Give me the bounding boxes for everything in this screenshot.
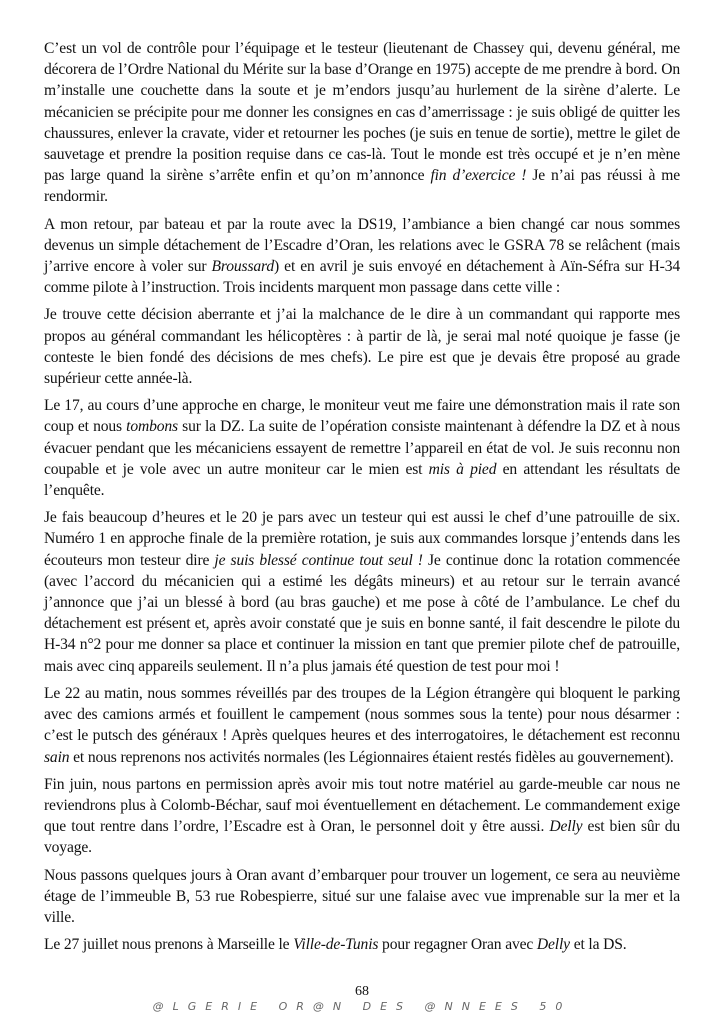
italic-text-run: sain	[44, 748, 70, 766]
text-run: Je n’ai pas réussi à me rendormir.	[44, 167, 680, 206]
paragraph	[44, 214, 680, 299]
text-run: est bien sûr du voyage.	[44, 818, 680, 857]
body-text	[44, 38, 680, 955]
text-run: Le 22 au matin, nous sommes réveillés par des troupes de la Légion étrangère qui bloquent le parking avec des camions armés et fouillent le campement (nous sommes sous la tente) pour nous désarmer : c’est le putsch des généraux ! Après quelques heures et des interrogatoires, le détachement est reconnu	[44, 684, 680, 745]
text-run: C’est un vol de contrôle pour l’équipage et le testeur (lieutenant de Chassey qui, devenu général, me décorera de l’Ordre National du Mérite sur la base d’Orange en 1975) accepte de me prendre à bord. On m’installe une couchette dans la soute et je m’endors jusqu’au hurlement de la sirène d’alerte. Le mécanicien se précipite pour me donner les consignes en cas d’amerrissage : je suis obligé de quitter les chaussures, enlever la cravate, vider et retourner les poches (je suis en tenue de sortie), mettre le gilet de sauvetage et prendre la position requise dans ce cas-là. Tout le monde est très occupé et je n’en mène pas large quand la sirène s’arrête enfin et qu’on m’annonce	[44, 40, 680, 185]
italic-text-run: Broussard	[211, 258, 275, 276]
italic-text-run: mis à pied	[428, 460, 497, 478]
text-run: Nous passons quelques jours à Oran avant d’embarquer pour trouver un logement, ce sera au neuvième étage de l’immeuble B, 53 rue Robespierre, situé sur une falaise avec vue imprenable sur la mer et la ville.	[44, 866, 680, 926]
italic-text-run: tombons	[126, 418, 178, 436]
text-run: en attendant les résultats de l’enquête.	[44, 460, 680, 500]
text-run: Je trouve cette décision aberrante et j’ai la malchance de le dire à un commandant qui rapporte mes propos au général commandant les hélicoptères : à partir de là, je serai mal noté quoique je fasse (je conteste le bien fondé des décisions de mes chefs). Le pire est que je devais être proposé au grade supérieur cette année-là.	[44, 306, 680, 388]
paragraph	[44, 774, 680, 859]
text-run: sur la DZ. La suite de l’opération consiste maintenant à défendre la DZ et à nous évacuer pendant que les mécaniciens essayent de remettre l’appareil en état de vol. Je suis reconnu non coupable et je vole avec un autre moniteur car le mien est	[44, 418, 680, 478]
footer-banner: @LGERIE OR@N DES @NNEES 50	[152, 1000, 572, 1013]
paragraph	[44, 683, 680, 768]
page-number: 68	[355, 984, 369, 999]
text-run: ) et en avril je suis envoyé en détachement à Aïn-Séfra sur H-34 comme pilote à l’instruction. Trois incidents marquent mon passage dans cette ville :	[44, 258, 680, 297]
italic-text-run: fin d’exercice !	[430, 167, 527, 185]
paragraph	[44, 507, 680, 677]
text-run: et nous reprenons nos activités normales (les Légionnaires étaient restés fidèles au gouvernement).	[69, 748, 674, 766]
text-run: Je continue donc la rotation commencée (avec l’accord du mécanicien qui a estimé les dégâts mineurs) et au retour sur le terrain avancé j’annonce que j’ai un blessé à bord (au bras gauche) et me pose à côté de l’ambulance. Le chef du détachement est présent et, après avoir constaté que je suis en bonne santé, il fait descendre le pilote du H-34 n°2 pour me donner sa place et continuer la mission en tant que premier pilote chef de patrouille, mais avec cinq appareils seulement. Il n’a plus jamais été question de test pour moi !	[44, 551, 680, 675]
paragraph	[44, 304, 680, 389]
paragraph	[44, 865, 680, 929]
text-run: pour regagner Oran avec	[378, 936, 537, 954]
italic-text-run: Delly	[549, 818, 583, 836]
italic-text-run: je suis blessé continue tout seul !	[214, 551, 423, 569]
text-run: Le 17, au cours d’une approche en charge, le moniteur veut me faire une démonstration mais il rate son coup et nous	[44, 397, 680, 436]
text-run: Le 27 juillet nous prenons à Marseille le	[44, 936, 294, 954]
text-run: Fin juin, nous partons en permission après avoir mis tout notre matériel au garde-meuble car nous ne reviendrons plus à Colomb-Béchar, sauf moi éventuellement en détachement. Le commandement exige que tout rentre dans l’ordre, l’Escadre est à Oran, le personnel doit y être aussi.	[44, 775, 680, 836]
italic-text-run: Ville-de-Tunis	[293, 936, 379, 954]
paragraph	[44, 38, 680, 208]
text-run: A mon retour, par bateau et par la route avec la DS19, l’ambiance a bien changé car nous sommes devenus un simple détachement de l’Escadre d’Oran, les relations avec le GSRA 78 se relâchent (mais j’arrive encore à voler sur	[44, 215, 680, 276]
paragraph	[44, 934, 680, 955]
document-page	[44, 38, 680, 961]
text-run: et la DS.	[569, 936, 627, 954]
italic-text-run: Delly	[536, 936, 570, 954]
text-run: Je fais beaucoup d’heures et le 20 je pars avec un testeur qui est aussi le chef d’une patrouille de six. Numéro 1 en approche finale de la première rotation, je suis aux commandes lorsque j’entends dans les écouteurs mon testeur dire	[44, 509, 680, 569]
paragraph	[44, 395, 680, 501]
